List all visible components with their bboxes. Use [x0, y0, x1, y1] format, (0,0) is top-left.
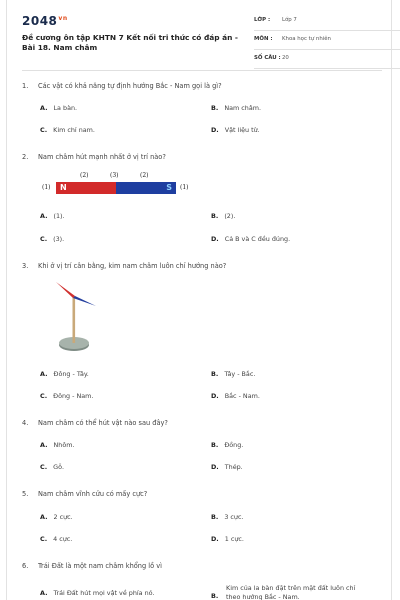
option-letter: A. — [40, 212, 48, 220]
option-text: Nam châm. — [224, 104, 262, 112]
option-letter: A. — [40, 441, 48, 449]
option-letter: A. — [40, 104, 48, 112]
question-text: Các vật có khả năng tự định hướng Bắc - Nam gọi là gì? — [38, 82, 222, 90]
option-text: Kim của la bàn đặt trên mặt đất luôn chỉ theo hướng Bắc - Nam. — [226, 584, 356, 600]
info-label: LỚP : — [254, 17, 271, 23]
option-5c[interactable] — [40, 535, 72, 543]
option-text: 4 cực. — [53, 535, 73, 543]
option-1d[interactable] — [211, 126, 260, 134]
option-text: Vật liệu từ. — [224, 126, 260, 134]
option-text: Thép. — [224, 463, 243, 471]
option-1c[interactable] — [40, 126, 95, 134]
question-number: 1. — [22, 82, 29, 90]
option-letter: D. — [211, 392, 219, 400]
option-letter: A. — [40, 513, 48, 521]
option-letter: B. — [211, 592, 219, 600]
option-text: Đồng. — [224, 441, 244, 449]
north-label: N — [60, 183, 67, 192]
question-text: Nam châm có thể hút vật nào sau đây? — [38, 419, 168, 427]
option-text: Cả B và C đều đúng. — [224, 235, 291, 243]
info-value: 20 — [282, 55, 289, 61]
question-text: Khi ở vị trí cân bằng, kim nam châm luôn chỉ hướng nào? — [38, 262, 227, 270]
option-text: (1). — [53, 212, 65, 220]
info-value: Khoa học tự nhiên — [282, 36, 331, 42]
option-text: 3 cực. — [224, 513, 244, 521]
magnet-bar — [56, 182, 176, 194]
option-letter: A. — [40, 589, 48, 597]
option-3b[interactable] — [211, 370, 255, 378]
info-label: MÔN : — [254, 36, 273, 42]
option-text: Nhôm. — [53, 441, 75, 449]
option-5d[interactable] — [211, 535, 244, 543]
question-text: Nam châm hút mạnh nhất ở vị trí nào? — [38, 153, 166, 161]
option-letter: B. — [211, 441, 219, 449]
option-4b[interactable] — [211, 441, 243, 449]
south-label: S — [166, 183, 172, 192]
header-divider — [22, 70, 382, 71]
option-4c[interactable] — [40, 463, 64, 471]
question-text: Nam châm vĩnh cửu có mấy cực? — [38, 490, 148, 498]
option-letter: A. — [40, 370, 48, 378]
document-title: Đề cương ôn tập KHTN 7 Kết nối tri thức có đáp án - Bài 18. Nam châm — [22, 33, 238, 52]
option-letter: B. — [211, 370, 219, 378]
option-text: La bàn. — [53, 104, 78, 112]
option-3a[interactable] — [40, 370, 89, 378]
option-text: Kim chỉ nam. — [53, 126, 95, 134]
needle-north-half — [56, 282, 75, 298]
option-2d[interactable] — [211, 235, 290, 243]
site-logo[interactable] — [22, 14, 68, 28]
option-text: Bắc - Nam. — [224, 392, 260, 400]
option-1b[interactable] — [211, 104, 261, 112]
logo-text: 2048 — [22, 14, 58, 28]
label-pos-1-right: (1) — [180, 184, 189, 191]
option-2a[interactable] — [40, 212, 65, 220]
option-5a[interactable] — [40, 513, 73, 521]
option-text: Đông - Nam. — [53, 392, 94, 400]
label-pos-1-left: (1) — [42, 184, 51, 191]
option-letter: D. — [211, 126, 219, 134]
option-letter: C. — [40, 126, 48, 134]
info-value: Lớp 7 — [282, 17, 297, 23]
info-row-grade — [254, 12, 400, 31]
option-letter: B. — [211, 104, 219, 112]
option-letter: C. — [40, 463, 48, 471]
option-3c[interactable] — [40, 392, 93, 400]
label-pos-3: (3) — [110, 172, 119, 179]
question-number: 6. — [22, 562, 29, 570]
question-number: 3. — [22, 262, 29, 270]
option-4a[interactable] — [40, 441, 75, 449]
option-5b[interactable] — [211, 513, 244, 521]
worksheet-header — [22, 12, 382, 68]
option-text: 1 cực. — [224, 535, 244, 543]
question-number: 4. — [22, 419, 29, 427]
option-1a[interactable] — [40, 104, 77, 112]
option-text: Gỗ. — [53, 463, 65, 471]
info-row-subject — [254, 31, 400, 50]
option-text: (3). — [53, 235, 65, 243]
option-2c[interactable] — [40, 235, 64, 243]
compass-stand — [73, 296, 76, 343]
option-letter: D. — [211, 235, 219, 243]
question-text: Trái Đất là một nam châm khổng lồ vì — [38, 562, 162, 570]
needle-south-half — [73, 296, 96, 306]
option-letter: B. — [211, 513, 219, 521]
label-pos-2-left: (2) — [80, 172, 89, 179]
option-letter: D. — [211, 535, 219, 543]
bar-magnet-figure — [40, 172, 200, 196]
option-3d[interactable] — [211, 392, 260, 400]
option-letter: D. — [211, 463, 219, 471]
option-text: Tây - Bắc. — [224, 370, 256, 378]
info-panel — [254, 12, 400, 69]
option-text: Trái Đất hút mọi vật về phía nó. — [53, 589, 155, 597]
option-letter: C. — [40, 535, 48, 543]
logo-suffix: vn — [58, 15, 68, 22]
question-number: 5. — [22, 490, 29, 498]
option-6a[interactable] — [40, 589, 155, 597]
option-6b[interactable] — [211, 584, 371, 600]
option-text: Đông - Tây. — [53, 370, 89, 378]
info-label: SỐ CÂU : — [254, 55, 281, 61]
compass-needle-figure — [52, 282, 102, 354]
option-letter: C. — [40, 235, 48, 243]
option-4d[interactable] — [211, 463, 243, 471]
option-text: 2 cực. — [53, 513, 73, 521]
info-row-count — [254, 50, 400, 69]
option-2b[interactable] — [211, 212, 235, 220]
option-letter: C. — [40, 392, 48, 400]
question-number: 2. — [22, 153, 29, 161]
option-text: (2). — [224, 212, 236, 220]
option-letter: B. — [211, 212, 219, 220]
label-pos-2-right: (2) — [140, 172, 149, 179]
